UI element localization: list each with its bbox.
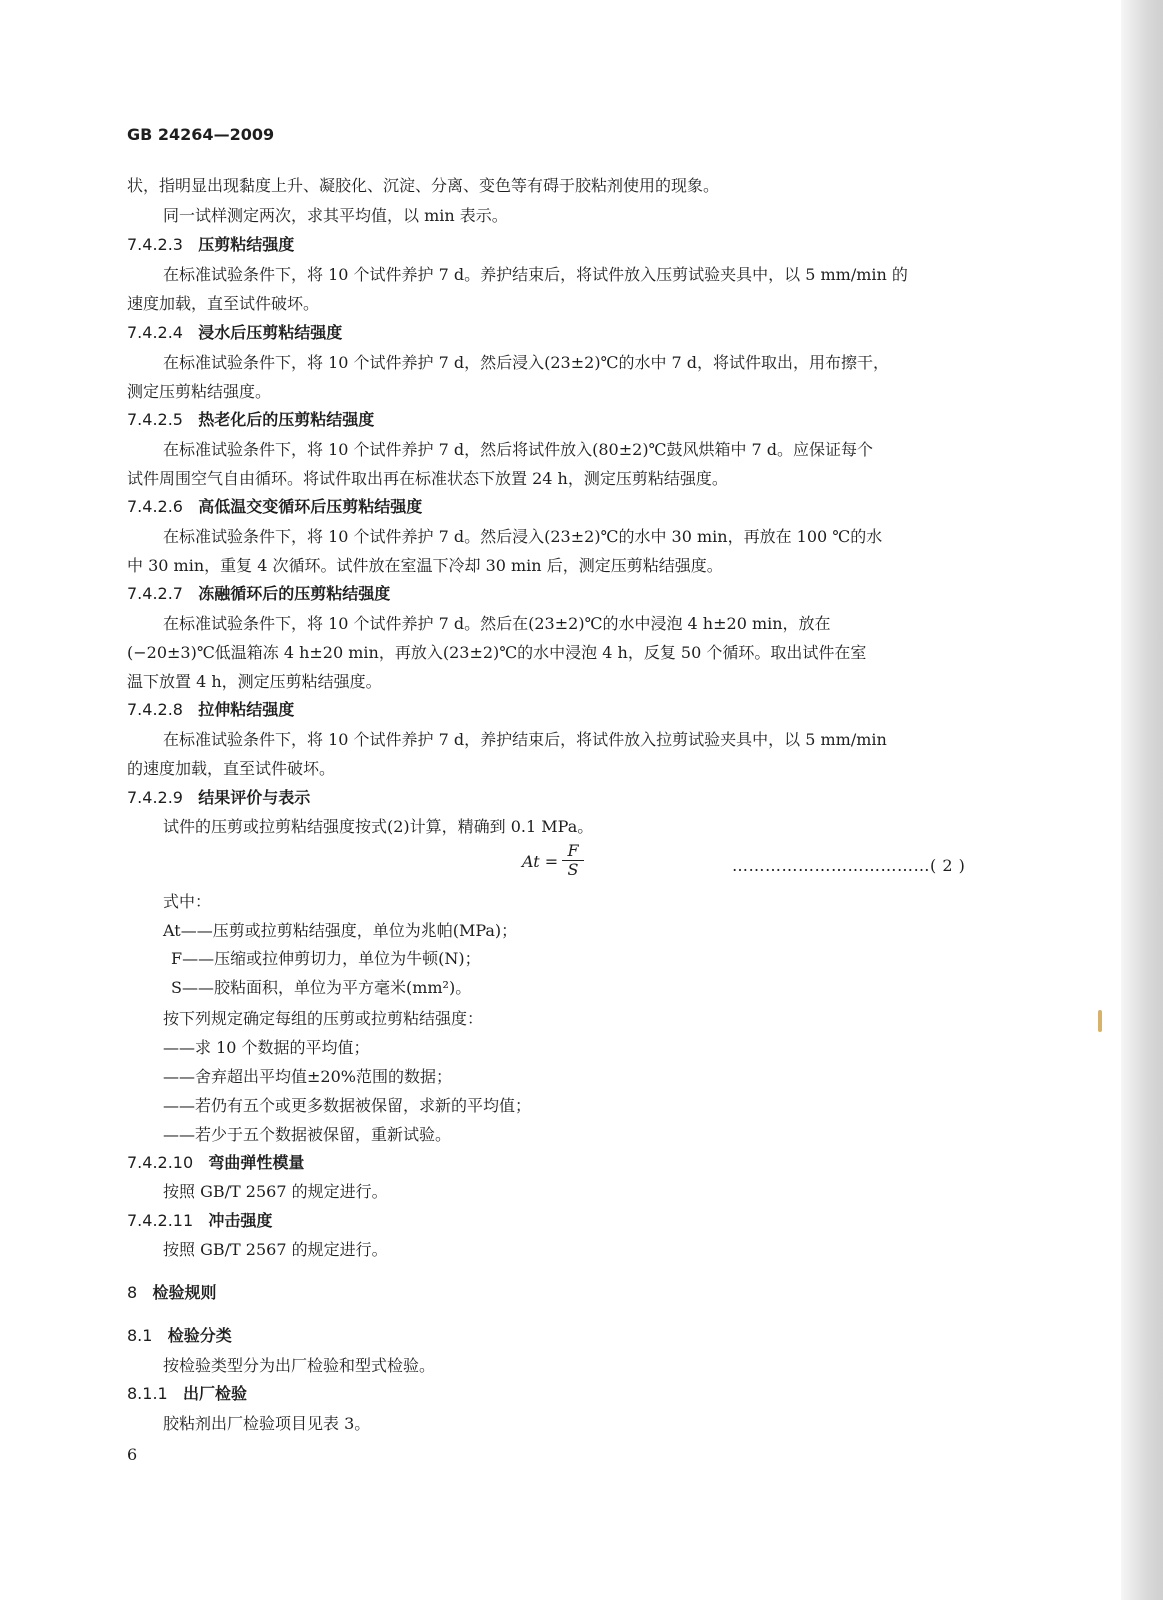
section-title: 压剪粘结强度: [198, 235, 295, 254]
standard-code: GB 24264—2009: [127, 125, 275, 144]
section-title: 高低温交变循环后压剪粘结强度: [198, 497, 423, 516]
definition-line: At——压剪或拉剪粘结强度，单位为兆帕(MPa)；: [163, 921, 518, 940]
paragraph-line: (−20±3)℃低温箱冻 4 h±20 min，再放入(23±2)℃的水中浸泡 4 h，反复 50 个循环。取出试件在室: [127, 643, 867, 662]
section-heading-74210: [127, 1152, 304, 1174]
section-heading-7423: [127, 234, 294, 256]
section-heading-811: [127, 1383, 247, 1405]
section-title: 出厂检验: [182, 1384, 247, 1403]
paragraph-line: 同一试样测定两次，求其平均值，以 min 表示。: [163, 206, 508, 225]
section-heading-7428: [127, 699, 294, 721]
paragraph-line: 在标准试验条件下，将 10 个试件养护 7 d，然后将试件放入(80±2)℃鼓风烘箱中 7 d。应保证每个: [163, 440, 874, 459]
section-heading-7425: [127, 409, 374, 431]
paragraph-line: 速度加载，直至试件破坏。: [127, 294, 320, 313]
where-label: 式中：: [163, 892, 212, 911]
list-item: ——求 10 个数据的平均值；: [163, 1038, 370, 1057]
list-item: ——若少于五个数据被保留，重新试验。: [163, 1125, 452, 1144]
paragraph-line: 胶粘剂出厂检验项目见表 3。: [163, 1414, 371, 1433]
section-title: 检验规则: [152, 1283, 217, 1302]
paragraph-line: 试件周围空气自由循环。将试件取出再在标准状态下放置 24 h，测定压剪粘结强度。: [127, 469, 728, 488]
section-title: 冻融循环后的压剪粘结强度: [198, 584, 391, 603]
paragraph-line: 测定压剪粘结强度。: [127, 382, 272, 401]
paragraph-line: 按下列规定确定每组的压剪或拉剪粘结强度：: [163, 1009, 484, 1028]
section-number: 7.4.2.9: [127, 788, 183, 807]
section-title: 冲击强度: [208, 1211, 273, 1230]
section-heading-74211: [127, 1210, 272, 1232]
paragraph-line: 试件的压剪或拉剪粘结强度按式(2)计算，精确到 0.1 MPa。: [163, 817, 594, 836]
formula-fraction: [562, 842, 584, 879]
paragraph-line: 在标准试验条件下，将 10 个试件养护 7 d，然后浸入(23±2)℃的水中 7 d，将试件取出，用布擦干，: [163, 353, 890, 372]
section-title: 热老化后的压剪粘结强度: [198, 410, 375, 429]
paragraph-line: 在标准试验条件下，将 10 个试件养护 7 d，养护结束后，将试件放入拉剪试验夹具中，以 5 mm/min: [163, 730, 887, 749]
section-number: 7.4.2.11: [127, 1211, 194, 1230]
section-number: 8: [127, 1283, 138, 1302]
section-number: 7.4.2.10: [127, 1153, 194, 1172]
list-item: ——舍弃超出平均值±20%范围的数据；: [163, 1067, 452, 1086]
section-title: 结果评价与表示: [198, 788, 311, 807]
formula-numerator: F: [567, 841, 579, 860]
equation-dots: ………………………………: [732, 856, 930, 875]
definition-line: S——胶粘面积，单位为平方毫米(mm²)。: [171, 978, 472, 997]
section-heading-7427: [127, 583, 390, 605]
section-number: 7.4.2.4: [127, 323, 183, 342]
section-number: 8.1.1: [127, 1384, 168, 1403]
section-number: 7.4.2.7: [127, 584, 183, 603]
section-heading-7429: [127, 787, 310, 809]
section-number: 8.1: [127, 1326, 153, 1345]
paragraph-line: 按检验类型分为出厂检验和型式检验。: [163, 1356, 436, 1375]
paragraph-line: 的速度加载，直至试件破坏。: [127, 759, 336, 778]
section-number: 7.4.2.8: [127, 700, 183, 719]
section-heading-81: [127, 1325, 232, 1347]
section-number: 7.4.2.6: [127, 497, 183, 516]
section-title: 检验分类: [167, 1326, 232, 1345]
paragraph-line: 中 30 min，重复 4 次循环。试件放在室温下冷却 30 min 后，测定压剪粘结强度。: [127, 556, 723, 575]
section-heading-7426: [127, 496, 422, 518]
section-number: 7.4.2.3: [127, 235, 183, 254]
paragraph-line: 在标准试验条件下，将 10 个试件养护 7 d。然后在(23±2)℃的水中浸泡 4 h±20 min，放在: [163, 614, 831, 633]
definition-line: F——压缩或拉伸剪切力，单位为牛顿(N)；: [171, 949, 481, 968]
list-item: ——若仍有五个或更多数据被保留，求新的平均值；: [163, 1096, 532, 1115]
section-heading-8: [127, 1282, 216, 1304]
paragraph-line: 按照 GB/T 2567 的规定进行。: [163, 1182, 388, 1201]
page-number: 6: [127, 1445, 138, 1464]
equation-label: ( 2 ): [930, 856, 966, 875]
formula-denominator: S: [567, 860, 579, 879]
paragraph-line: 温下放置 4 h，测定压剪粘结强度。: [127, 672, 382, 691]
section-number: 7.4.2.5: [127, 410, 183, 429]
paragraph-line: 按照 GB/T 2567 的规定进行。: [163, 1240, 388, 1259]
paragraph-line: 状，指明显出现黏度上升、凝胶化、沉淀、分离、变色等有碍于胶粘剂使用的现象。: [127, 176, 720, 195]
section-title: 弯曲弹性模量: [208, 1153, 305, 1172]
section-title: 拉伸粘结强度: [198, 700, 295, 719]
section-title: 浸水后压剪粘结强度: [198, 323, 343, 342]
equation-number: [732, 856, 965, 875]
formula-lhs: At =: [522, 852, 559, 871]
formula-2: [522, 841, 579, 879]
paragraph-line: 在标准试验条件下，将 10 个试件养护 7 d。然后浸入(23±2)℃的水中 30 min，再放在 100 ℃的水: [163, 527, 883, 546]
paragraph-line: 在标准试验条件下，将 10 个试件养护 7 d。养护结束后，将试件放入压剪试验夹具中，以 5 mm/min 的: [163, 265, 908, 284]
scan-edge-shadow: [1121, 0, 1163, 1600]
section-heading-7424: [127, 322, 342, 344]
